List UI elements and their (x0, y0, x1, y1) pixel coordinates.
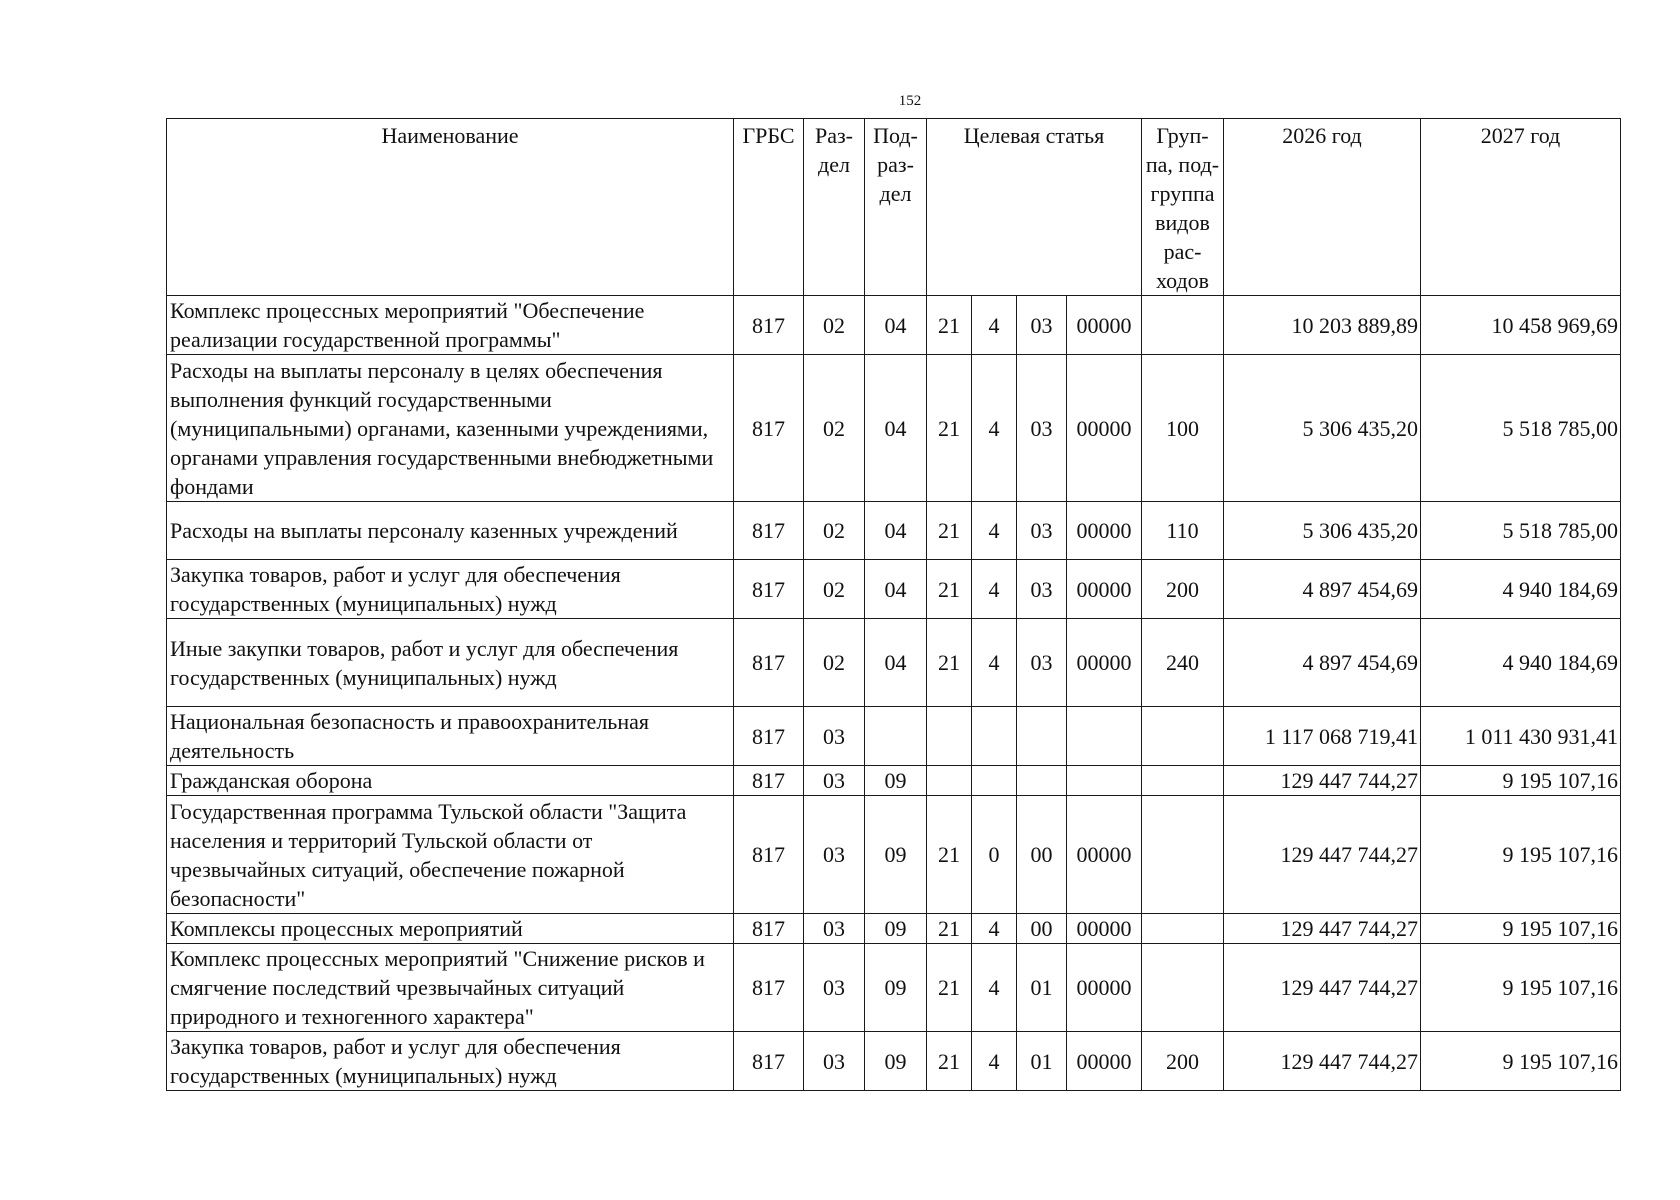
header-razdel: Раз- дел (804, 119, 865, 296)
table-row (167, 560, 1621, 619)
table-row (167, 796, 1621, 914)
row-target-program-cell: 21 (927, 796, 972, 914)
row-razdel-cell: 02 (804, 560, 865, 619)
table-row (167, 502, 1621, 560)
table-row (167, 766, 1621, 796)
row-target-direction-cell: 00000 (1067, 944, 1142, 1032)
row-target-sub-cell: 03 (1017, 619, 1067, 707)
row-amount-2027-cell: 10 458 969,69 (1421, 296, 1621, 355)
row-podrazdel-cell: 09 (865, 1032, 927, 1091)
row-amount-2027-cell: 4 940 184,69 (1421, 560, 1621, 619)
row-target-program-cell: 21 (927, 502, 972, 560)
row-amount-2027-cell: 9 195 107,16 (1421, 1032, 1621, 1091)
row-grbs-cell: 817 (734, 560, 804, 619)
row-target-sub-cell (1017, 707, 1067, 766)
row-name-cell: Закупка товаров, работ и услуг для обеспечения государственных (муниципальных) нужд (167, 560, 734, 619)
row-target-program-cell: 21 (927, 914, 972, 944)
row-grbs-cell: 817 (734, 707, 804, 766)
row-target-type-cell: 4 (972, 1032, 1017, 1091)
row-amount-2026-cell: 10 203 889,89 (1224, 296, 1421, 355)
row-target-program-cell: 21 (927, 619, 972, 707)
row-target-type-cell: 4 (972, 944, 1017, 1032)
row-amount-2026-cell: 5 306 435,20 (1224, 502, 1421, 560)
table-row (167, 619, 1621, 707)
row-target-direction-cell: 00000 (1067, 914, 1142, 944)
row-expense-group-cell (1142, 707, 1224, 766)
row-amount-2026-cell: 4 897 454,69 (1224, 560, 1421, 619)
row-amount-2027-cell: 9 195 107,16 (1421, 796, 1621, 914)
table-row (167, 707, 1621, 766)
row-target-program-cell: 21 (927, 944, 972, 1032)
header-year-2027: 2027 год (1421, 119, 1621, 296)
row-razdel-cell: 02 (804, 296, 865, 355)
row-target-type-cell (972, 707, 1017, 766)
row-target-sub-cell: 00 (1017, 914, 1067, 944)
row-target-type-cell: 0 (972, 796, 1017, 914)
row-name-cell: Государственная программа Тульской области "Защита населения и территорий Тульской области от чрезвычайных ситуаций, обеспечение пожарной безопасности" (167, 796, 734, 914)
row-podrazdel-cell: 04 (865, 355, 927, 502)
row-target-program-cell: 21 (927, 560, 972, 619)
row-amount-2026-cell: 1 117 068 719,41 (1224, 707, 1421, 766)
row-grbs-cell: 817 (734, 796, 804, 914)
row-target-direction-cell: 00000 (1067, 619, 1142, 707)
row-amount-2026-cell: 4 897 454,69 (1224, 619, 1421, 707)
row-target-sub-cell: 03 (1017, 560, 1067, 619)
row-target-program-cell: 21 (927, 1032, 972, 1091)
table-header (167, 119, 1621, 296)
row-razdel-cell: 03 (804, 796, 865, 914)
row-target-type-cell: 4 (972, 619, 1017, 707)
row-target-type-cell: 4 (972, 502, 1017, 560)
row-target-type-cell: 4 (972, 355, 1017, 502)
table-row (167, 914, 1621, 944)
row-name-cell: Расходы на выплаты персоналу казенных учреждений (167, 502, 734, 560)
row-target-direction-cell (1067, 766, 1142, 796)
row-amount-2027-cell: 5 518 785,00 (1421, 355, 1621, 502)
row-razdel-cell: 02 (804, 619, 865, 707)
row-target-sub-cell (1017, 766, 1067, 796)
row-target-type-cell: 4 (972, 914, 1017, 944)
row-target-direction-cell: 00000 (1067, 796, 1142, 914)
header-year-2026: 2026 год (1224, 119, 1421, 296)
row-grbs-cell: 817 (734, 502, 804, 560)
row-amount-2026-cell: 5 306 435,20 (1224, 355, 1421, 502)
row-name-cell: Закупка товаров, работ и услуг для обеспечения государственных (муниципальных) нужд (167, 1032, 734, 1091)
header-name: Наименование (167, 119, 734, 296)
table-row (167, 944, 1621, 1032)
row-razdel-cell: 03 (804, 1032, 865, 1091)
row-target-direction-cell: 00000 (1067, 560, 1142, 619)
row-target-program-cell: 21 (927, 296, 972, 355)
row-target-program-cell (927, 707, 972, 766)
header-expense-group: Груп- па, под- группа видов рас- ходов (1142, 119, 1224, 296)
row-razdel-cell: 03 (804, 944, 865, 1032)
row-expense-group-cell (1142, 796, 1224, 914)
row-name-cell: Национальная безопасность и правоохранительная деятельность (167, 707, 734, 766)
row-expense-group-cell: 110 (1142, 502, 1224, 560)
row-podrazdel-cell: 09 (865, 944, 927, 1032)
header-target-article: Целевая статья (927, 119, 1142, 296)
row-target-type-cell: 4 (972, 296, 1017, 355)
header-grbs: ГРБС (734, 119, 804, 296)
row-grbs-cell: 817 (734, 296, 804, 355)
row-name-cell: Гражданская оборона (167, 766, 734, 796)
row-name-cell: Комплексы процессных мероприятий (167, 914, 734, 944)
row-target-sub-cell: 01 (1017, 944, 1067, 1032)
row-expense-group-cell (1142, 914, 1224, 944)
row-podrazdel-cell (865, 707, 927, 766)
row-amount-2027-cell: 9 195 107,16 (1421, 766, 1621, 796)
row-podrazdel-cell: 04 (865, 296, 927, 355)
row-podrazdel-cell: 09 (865, 796, 927, 914)
row-razdel-cell: 03 (804, 766, 865, 796)
row-expense-group-cell (1142, 944, 1224, 1032)
row-grbs-cell: 817 (734, 619, 804, 707)
row-target-sub-cell: 00 (1017, 796, 1067, 914)
row-expense-group-cell: 200 (1142, 560, 1224, 619)
table-row (167, 296, 1621, 355)
row-expense-group-cell: 200 (1142, 1032, 1224, 1091)
row-grbs-cell: 817 (734, 355, 804, 502)
row-target-direction-cell (1067, 707, 1142, 766)
table-body (167, 296, 1621, 1091)
row-podrazdel-cell: 09 (865, 914, 927, 944)
table-row (167, 355, 1621, 502)
row-amount-2026-cell: 129 447 744,27 (1224, 1032, 1421, 1091)
row-amount-2026-cell: 129 447 744,27 (1224, 914, 1421, 944)
row-grbs-cell: 817 (734, 1032, 804, 1091)
row-razdel-cell: 02 (804, 502, 865, 560)
budget-table (166, 118, 1621, 1091)
row-podrazdel-cell: 04 (865, 619, 927, 707)
row-podrazdel-cell: 09 (865, 766, 927, 796)
row-target-program-cell: 21 (927, 355, 972, 502)
row-name-cell: Комплекс процессных мероприятий "Обеспечение реализации государственной программы" (167, 296, 734, 355)
row-amount-2027-cell: 9 195 107,16 (1421, 914, 1621, 944)
row-target-direction-cell: 00000 (1067, 296, 1142, 355)
row-target-type-cell: 4 (972, 560, 1017, 619)
row-razdel-cell: 03 (804, 707, 865, 766)
row-amount-2026-cell: 129 447 744,27 (1224, 766, 1421, 796)
row-grbs-cell: 817 (734, 944, 804, 1032)
row-amount-2027-cell: 5 518 785,00 (1421, 502, 1621, 560)
row-target-direction-cell: 00000 (1067, 502, 1142, 560)
row-podrazdel-cell: 04 (865, 502, 927, 560)
row-expense-group-cell (1142, 766, 1224, 796)
header-podrazdel: Под- раз- дел (865, 119, 927, 296)
row-target-sub-cell: 03 (1017, 296, 1067, 355)
row-name-cell: Иные закупки товаров, работ и услуг для обеспечения государственных (муниципальных) нужд (167, 619, 734, 707)
row-name-cell: Комплекс процессных мероприятий "Снижение рисков и смягчение последствий чрезвычайных ситуаций природного и техногенного характера" (167, 944, 734, 1032)
row-target-direction-cell: 00000 (1067, 1032, 1142, 1091)
table-row (167, 1032, 1621, 1091)
row-razdel-cell: 02 (804, 355, 865, 502)
row-target-sub-cell: 03 (1017, 502, 1067, 560)
row-amount-2027-cell: 9 195 107,16 (1421, 944, 1621, 1032)
row-expense-group-cell: 240 (1142, 619, 1224, 707)
row-target-sub-cell: 01 (1017, 1032, 1067, 1091)
row-target-program-cell (927, 766, 972, 796)
row-target-type-cell (972, 766, 1017, 796)
row-amount-2026-cell: 129 447 744,27 (1224, 796, 1421, 914)
row-grbs-cell: 817 (734, 766, 804, 796)
row-grbs-cell: 817 (734, 914, 804, 944)
row-expense-group-cell: 100 (1142, 355, 1224, 502)
row-amount-2027-cell: 4 940 184,69 (1421, 619, 1621, 707)
row-amount-2027-cell: 1 011 430 931,41 (1421, 707, 1621, 766)
row-expense-group-cell (1142, 296, 1224, 355)
row-name-cell: Расходы на выплаты персоналу в целях обеспечения выполнения функций государственными (муниципальными) органами, казенными учреждениями, органами управления государственными внебюджетными фондами (167, 355, 734, 502)
row-target-sub-cell: 03 (1017, 355, 1067, 502)
row-razdel-cell: 03 (804, 914, 865, 944)
row-target-direction-cell: 00000 (1067, 355, 1142, 502)
row-podrazdel-cell: 04 (865, 560, 927, 619)
row-amount-2026-cell: 129 447 744,27 (1224, 944, 1421, 1032)
page-number: 152 (898, 93, 922, 109)
